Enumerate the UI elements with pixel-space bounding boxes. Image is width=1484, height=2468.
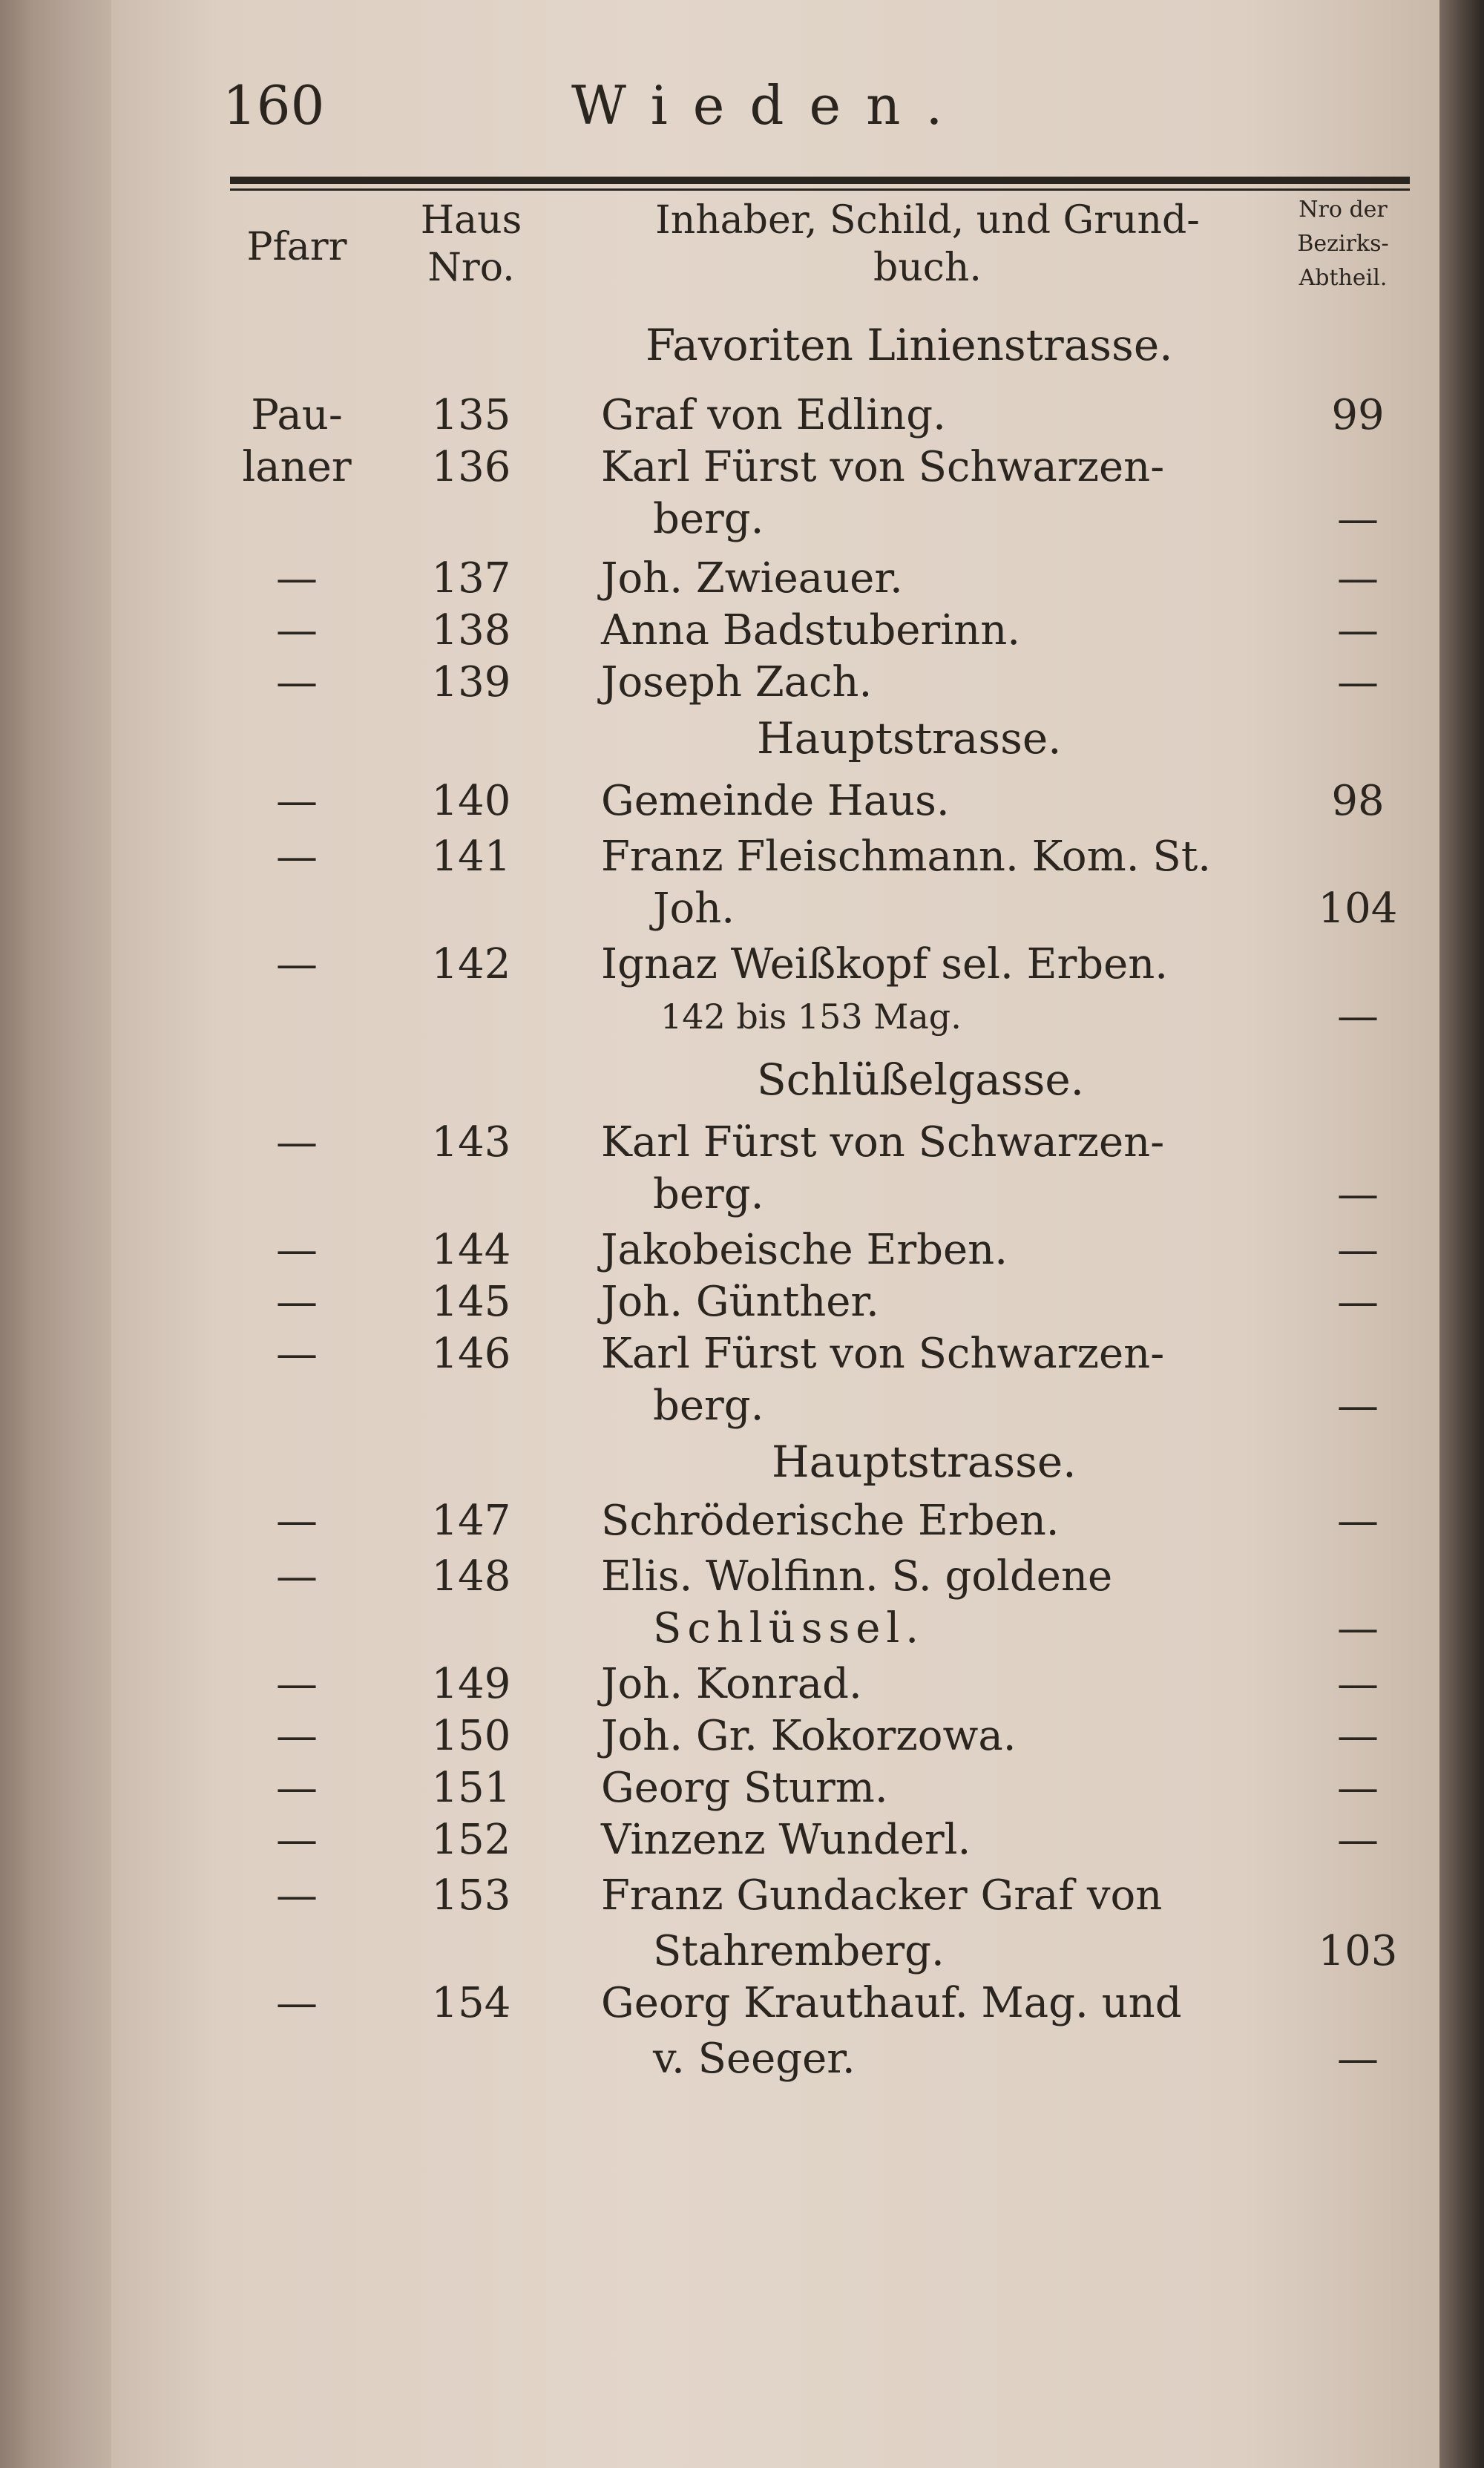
district-cell: — [1337, 1382, 1379, 1430]
house-number-cell: 140 [431, 777, 511, 825]
district-cell: — [1337, 992, 1379, 1040]
owner-cell: 142 bis 153 Mag. [660, 997, 962, 1037]
table-row [223, 775, 1410, 827]
pfarr-cell: Pau- [251, 391, 343, 439]
column-header-haus [408, 197, 534, 292]
house-number-cell: 149 [431, 1660, 511, 1708]
pfarr-cell: — [276, 1552, 318, 1601]
street-heading: Hauptstrasse. [757, 713, 1062, 764]
district-cell: 103 [1318, 1927, 1398, 1975]
column-header-bezirk-line2: Bezirks- [1297, 231, 1389, 257]
column-header-haus-line2: Nro. [427, 246, 515, 290]
table-row [223, 831, 1410, 883]
owner-cell: berg. [653, 1382, 764, 1430]
owner-cell: Franz Fleischmann. Kom. St. [601, 833, 1212, 881]
table-row [223, 1814, 1410, 1866]
house-number-cell: 137 [431, 554, 511, 603]
owner-cell: Schröderische Erben. [601, 1497, 1060, 1545]
column-header-bezirk-line3: Abtheil. [1298, 265, 1388, 291]
district-cell: — [1337, 1660, 1379, 1708]
district-cell: — [1337, 1226, 1379, 1274]
table-row [223, 1224, 1410, 1276]
table-row [223, 442, 1410, 493]
table-row [223, 1495, 1410, 1547]
owner-cell: Gemeinde Haus. [601, 777, 950, 825]
street-heading: Favoriten Linienstrasse. [646, 320, 1173, 370]
owner-cell: Georg Sturm. [601, 1764, 888, 1812]
pfarr-cell: — [276, 1278, 318, 1326]
column-header-bezirk-line1: Nro der [1298, 197, 1388, 223]
owner-cell: Jakobeische Erben. [601, 1226, 1008, 1274]
column-header-haus-line1: Haus [420, 198, 522, 243]
house-number-cell: 154 [431, 1979, 511, 2027]
house-number-cell: 141 [431, 833, 511, 881]
table-row [223, 1380, 1410, 1432]
district-cell: — [1337, 1816, 1379, 1864]
pfarr-cell: — [276, 658, 318, 706]
street-heading: Schlüßelgasse. [757, 1054, 1085, 1105]
pfarr-cell: — [276, 1118, 318, 1166]
pfarr-cell: — [276, 1712, 318, 1760]
owner-cell: Joh. Gr. Kokorzowa. [601, 1712, 1017, 1760]
district-cell: 104 [1318, 885, 1398, 933]
district-cell: — [1337, 2035, 1379, 2083]
district-cell: — [1337, 1170, 1379, 1218]
column-header-owner-line2: buch. [873, 246, 982, 290]
table-row [223, 1978, 1410, 2029]
house-number-cell: 146 [431, 1330, 511, 1378]
house-number-cell: 136 [431, 443, 511, 491]
house-number-cell: 153 [431, 1871, 511, 1920]
table-row [223, 1551, 1410, 1603]
house-number-cell: 138 [431, 606, 511, 654]
owner-cell: Georg Krauthauf. Mag. und [601, 1979, 1182, 2027]
table-row [223, 553, 1410, 605]
owner-cell: berg. [653, 495, 764, 543]
pfarr-cell: — [276, 940, 318, 988]
table-row [223, 1926, 1410, 1978]
house-number-cell: 152 [431, 1816, 511, 1864]
owner-cell: Joseph Zach. [601, 658, 873, 706]
book-spine [0, 0, 111, 2468]
owner-cell: Ignaz Weißkopf sel. Erben. [601, 940, 1169, 988]
street-heading: Hauptstrasse. [772, 1437, 1077, 1487]
table-row [223, 390, 1410, 442]
pfarr-cell: laner [242, 443, 352, 491]
pfarr-cell: — [276, 1660, 318, 1708]
table-row [223, 1710, 1410, 1762]
owner-cell: Stahremberg. [653, 1927, 945, 1975]
owner-cell: Vinzenz Wunderl. [601, 1816, 971, 1864]
house-number-cell: 150 [431, 1712, 511, 1760]
owner-cell: Karl Fürst von Schwarzen- [601, 1118, 1165, 1166]
table-row [223, 991, 1410, 1043]
column-header-pfarr: Pfarr [246, 225, 347, 269]
header-rule [230, 177, 1410, 184]
pfarr-cell: — [276, 777, 318, 825]
house-number-cell: 148 [431, 1552, 511, 1601]
column-header-owner-line1: Inhaber, Schild, und Grund- [655, 198, 1200, 243]
owner-cell: Karl Fürst von Schwarzen- [601, 1330, 1165, 1378]
running-title: Wieden. [571, 74, 968, 137]
table-row [223, 1603, 1410, 1655]
pfarr-cell: — [276, 1816, 318, 1864]
pfarr-cell: — [276, 1330, 318, 1378]
pfarr-cell: — [276, 1871, 318, 1920]
owner-cell: Schlüssel. [653, 1604, 925, 1653]
owner-cell: v. Seeger. [653, 2035, 856, 2083]
table-row [223, 1117, 1410, 1169]
table-row [223, 1762, 1410, 1814]
district-cell: 99 [1331, 391, 1385, 439]
house-number-cell: 145 [431, 1278, 511, 1326]
pfarr-cell: — [276, 606, 318, 654]
column-header-owner [594, 197, 1261, 292]
table-row [223, 493, 1410, 545]
owner-cell: Joh. Zwieauer. [601, 554, 903, 603]
district-cell: — [1337, 1278, 1379, 1326]
district-cell: — [1337, 1604, 1379, 1653]
owner-cell: Graf von Edling. [601, 391, 946, 439]
table-row [223, 1328, 1410, 1380]
column-header-bezirk [1273, 193, 1414, 295]
district-cell: — [1337, 1712, 1379, 1760]
table-row [223, 1870, 1410, 1922]
pfarr-cell: — [276, 1979, 318, 2027]
owner-cell: Anna Badstuberinn. [601, 606, 1021, 654]
table-row [223, 605, 1410, 657]
house-number-cell: 147 [431, 1497, 511, 1545]
pfarr-cell: — [276, 1764, 318, 1812]
district-cell: — [1337, 606, 1379, 654]
pfarr-cell: — [276, 1226, 318, 1274]
house-number-cell: 135 [431, 391, 511, 439]
house-number-cell: 139 [431, 658, 511, 706]
table-row [223, 657, 1410, 709]
table-row [223, 1169, 1410, 1221]
owner-cell: Karl Fürst von Schwarzen- [601, 443, 1165, 491]
table-row [223, 1276, 1410, 1328]
table-row [223, 939, 1410, 991]
page-edge-shadow [1439, 0, 1484, 2468]
house-number-cell: 143 [431, 1118, 511, 1166]
table-row [223, 883, 1410, 935]
house-number-cell: 142 [431, 940, 511, 988]
owner-cell: Joh. [653, 885, 735, 933]
district-cell: — [1337, 658, 1379, 706]
header-rule-thin [230, 188, 1410, 191]
district-cell: — [1337, 495, 1379, 543]
owner-cell: Elis. Wolfinn. S. goldene [601, 1552, 1113, 1601]
district-cell: — [1337, 554, 1379, 603]
owner-cell: berg. [653, 1170, 764, 1218]
owner-cell: Joh. Konrad. [601, 1660, 862, 1708]
house-number-cell: 144 [431, 1226, 511, 1274]
district-cell: 98 [1331, 777, 1385, 825]
house-number-cell: 151 [431, 1764, 511, 1812]
owner-cell: Franz Gundacker Graf von [601, 1871, 1163, 1920]
table-row [223, 1658, 1410, 1710]
pfarr-cell: — [276, 554, 318, 603]
pfarr-cell: — [276, 1497, 318, 1545]
table-row [223, 2033, 1410, 2085]
district-cell: — [1337, 1764, 1379, 1812]
page-number: 160 [223, 74, 325, 137]
pfarr-cell: — [276, 833, 318, 881]
district-cell: — [1337, 1497, 1379, 1545]
owner-cell: Joh. Günther. [601, 1278, 879, 1326]
